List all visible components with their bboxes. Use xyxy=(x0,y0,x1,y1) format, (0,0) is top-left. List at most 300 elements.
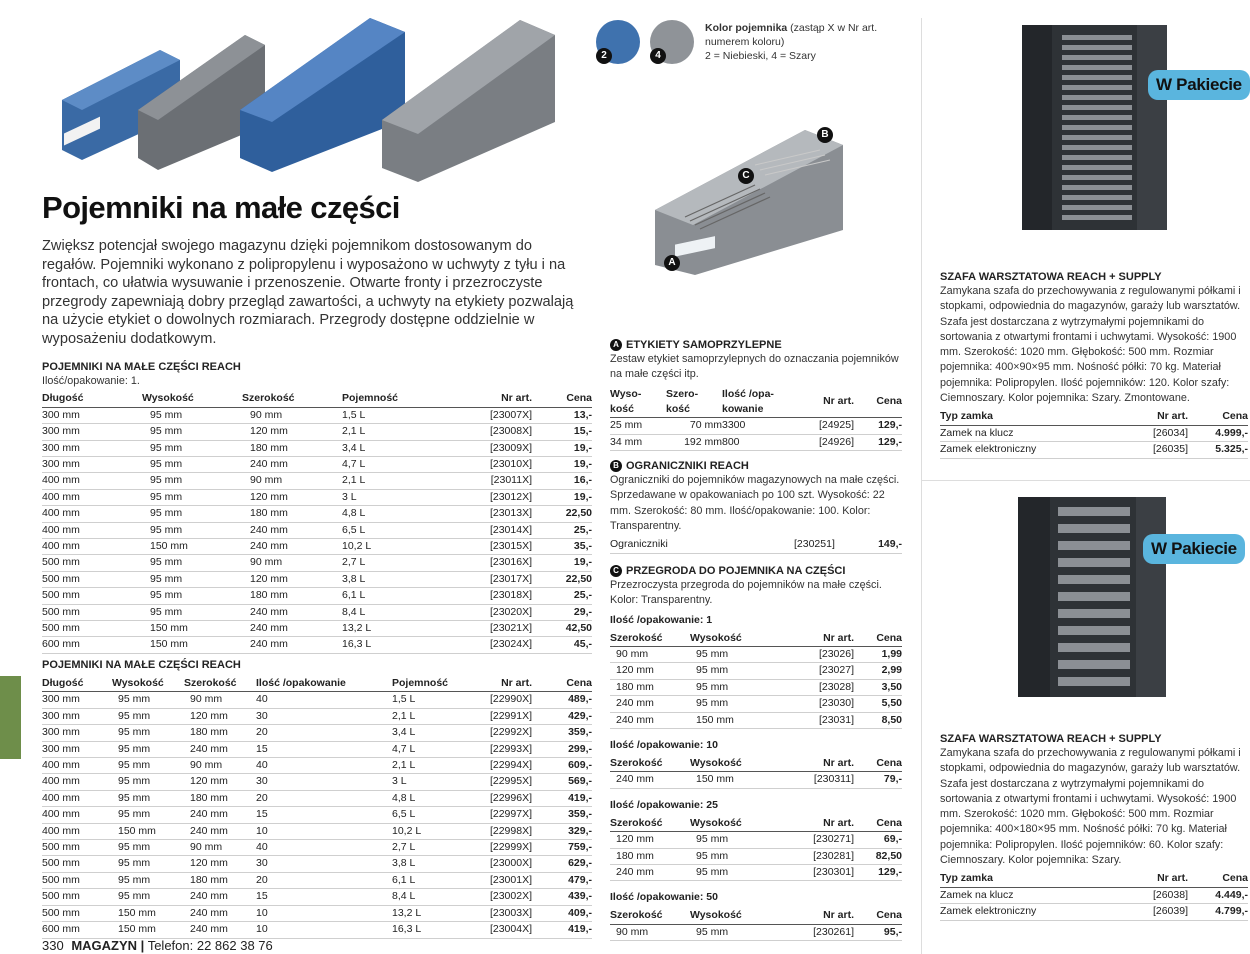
table-cell: 240 mm xyxy=(610,712,690,728)
table-row xyxy=(610,418,902,434)
table-cell: 15 xyxy=(256,741,392,757)
table-cell: [23014X] xyxy=(452,522,532,538)
table-cell: 409,- xyxy=(532,905,592,921)
table-row xyxy=(42,692,592,708)
table-cell: 400 mm xyxy=(42,473,142,489)
column-divider xyxy=(921,18,922,954)
dividers-table xyxy=(610,908,902,941)
table-cell: [26039] xyxy=(1120,904,1188,920)
table-cell: 90 mm xyxy=(242,555,342,571)
column-header: Szerokość xyxy=(610,631,690,647)
table-cell: 35,- xyxy=(532,538,592,554)
table-cell: 120 mm xyxy=(610,663,690,679)
table-cell: 300 mm xyxy=(42,407,142,423)
table-cell: 4,7 L xyxy=(342,456,452,472)
table-cell: 10 xyxy=(256,905,392,921)
table-row xyxy=(940,887,1248,903)
table-cell: [22999X] xyxy=(462,840,532,856)
column-header: Nr art. xyxy=(794,816,854,832)
table-cell: 500 mm xyxy=(42,872,112,888)
table-cell: 15 xyxy=(256,807,392,823)
table-cell: [230261] xyxy=(794,924,854,940)
table-cell: 19,- xyxy=(532,440,592,456)
table-cell: 95 mm xyxy=(142,456,242,472)
column-header: Typ zamka xyxy=(940,409,1120,425)
table-cell: 95 mm xyxy=(112,774,184,790)
table-cell: 300 mm xyxy=(42,725,112,741)
table-cell: [23007X] xyxy=(452,407,532,423)
table-cell: 4,8 L xyxy=(342,506,452,522)
table-cell: 45,- xyxy=(532,637,592,653)
table-cell: [23002X] xyxy=(462,889,532,905)
column-header: Wysokość xyxy=(690,816,794,832)
table-cell: 95 mm xyxy=(112,758,184,774)
letter-b-marker: B xyxy=(817,127,833,143)
table-cell: [23003X] xyxy=(462,905,532,921)
table-row xyxy=(42,807,592,823)
table-cell: [23010X] xyxy=(452,456,532,472)
table-cell: 150 mm xyxy=(690,712,794,728)
table-cell: [23001X] xyxy=(462,872,532,888)
table-cell: 400 mm xyxy=(42,489,142,505)
table-cell: 8,4 L xyxy=(342,604,452,620)
table-cell: 500 mm xyxy=(42,620,142,636)
table-cell: [23000X] xyxy=(462,856,532,872)
table-cell: [230271] xyxy=(794,832,854,848)
table-cell: 240 mm xyxy=(184,905,256,921)
table-cell: 40 xyxy=(256,692,392,708)
column-header: Nr art. xyxy=(452,391,532,407)
table-cell: 1,5 L xyxy=(342,407,452,423)
table-cell: 25,- xyxy=(532,522,592,538)
table-row xyxy=(42,741,592,757)
table-cell: [23008X] xyxy=(452,424,532,440)
table-cell: 240 mm xyxy=(242,637,342,653)
table-cell: 95 mm xyxy=(690,679,794,695)
table-cell: [23028] xyxy=(794,679,854,695)
table-cell: 95 mm xyxy=(690,848,794,864)
cabinet1-heading: SZAFA WARSZTATOWA REACH + SUPPLY xyxy=(940,271,1162,283)
table-cell: 95 mm xyxy=(112,872,184,888)
table-cell: 13,2 L xyxy=(342,620,452,636)
table-row xyxy=(42,538,592,554)
table-cell: 129,- xyxy=(854,865,902,881)
table-cell: 10 xyxy=(256,922,392,938)
table-cell: 3,4 L xyxy=(392,725,462,741)
table-cell: 180 mm xyxy=(184,725,256,741)
table-cell: [22997X] xyxy=(462,807,532,823)
table-cell: 20 xyxy=(256,872,392,888)
table-cell: 500 mm xyxy=(42,905,112,921)
table-cell: 240 mm xyxy=(242,604,342,620)
table-cell: 489,- xyxy=(532,692,592,708)
color-note: Kolor pojemnika (zastąp X w Nr art. numerem koloru) 2 = Niebieski, 4 = Szary xyxy=(705,22,878,62)
table-cell: [23020X] xyxy=(452,604,532,620)
table-cell: 240 mm xyxy=(184,889,256,905)
table-cell: 500 mm xyxy=(42,555,142,571)
column-header: Wysokość xyxy=(112,676,184,692)
table-cell: [26034] xyxy=(1120,425,1188,441)
table-cell: 6,1 L xyxy=(342,588,452,604)
table-cell: 30 xyxy=(256,856,392,872)
table-cell: 6,1 L xyxy=(392,872,462,888)
table-cell: [23024X] xyxy=(452,637,532,653)
table-cell: 120 mm xyxy=(184,856,256,872)
column-header: Długość xyxy=(42,676,112,692)
cabinet1-pakiet-badge: W Pakiecie xyxy=(1148,70,1250,100)
table-cell: [22996X] xyxy=(462,790,532,806)
table-cell: 5,50 xyxy=(854,696,902,712)
limiters-heading: B OGRANICZNIKI REACH xyxy=(610,459,902,473)
letter-c-marker: C xyxy=(738,168,754,184)
page-title: Pojemniki na małe części xyxy=(42,190,400,225)
table-cell: [23026] xyxy=(794,647,854,663)
table-cell: 95 mm xyxy=(142,489,242,505)
column-header: Wyso- kość xyxy=(610,387,666,418)
table-row xyxy=(42,905,592,921)
column-header: Cena xyxy=(854,631,902,647)
table-cell: [22998X] xyxy=(462,823,532,839)
column-header: Wysokość xyxy=(142,391,242,407)
table-cell: 240 mm xyxy=(242,522,342,538)
table-row xyxy=(610,663,902,679)
table-row xyxy=(42,725,592,741)
cabinet2-table xyxy=(940,871,1248,920)
column-header: Nr art. xyxy=(1120,871,1188,887)
table-cell: 25,- xyxy=(532,588,592,604)
column-header: Pojemność xyxy=(342,391,452,407)
table-cell: 95 mm xyxy=(690,663,794,679)
table-row xyxy=(42,588,592,604)
table-row xyxy=(42,440,592,456)
table-row xyxy=(42,473,592,489)
table-cell: 150 mm xyxy=(142,620,242,636)
swatch-1-number: 2 xyxy=(596,48,612,64)
table-cell: [23004X] xyxy=(462,922,532,938)
table-cell: 90 mm xyxy=(610,647,690,663)
table-cell: 400 mm xyxy=(42,807,112,823)
table-cell: 40 xyxy=(256,758,392,774)
table1-heading: POJEMNIKI NA MAŁE CZĘŚCI REACH xyxy=(42,361,241,373)
table-cell: 2,1 L xyxy=(342,473,452,489)
table-cell: 569,- xyxy=(532,774,592,790)
table-cell: 95 mm xyxy=(112,790,184,806)
table-cell: 13,- xyxy=(532,407,592,423)
table-cell: 95 mm xyxy=(690,696,794,712)
table-cell: 3,8 L xyxy=(342,571,452,587)
table-cell: 500 mm xyxy=(42,889,112,905)
table-cell: 4.799,- xyxy=(1188,904,1248,920)
table-row xyxy=(610,712,902,728)
column-header: Wysokość xyxy=(690,756,794,772)
table-cell: 95,- xyxy=(854,924,902,940)
table-cell: 95 mm xyxy=(690,647,794,663)
table-cell: 240 mm xyxy=(184,807,256,823)
column-header: Cena xyxy=(854,816,902,832)
table-cell: 16,3 L xyxy=(392,922,462,938)
table-cell: 479,- xyxy=(532,872,592,888)
table-cell: 600 mm xyxy=(42,922,112,938)
table-cell: 240 mm xyxy=(242,456,342,472)
bins-table-bulk xyxy=(42,676,592,939)
table-row xyxy=(42,571,592,587)
column-header: Szerokość xyxy=(610,816,690,832)
table-cell: [22994X] xyxy=(462,758,532,774)
table-cell: 180 mm xyxy=(610,679,690,695)
table-cell: 359,- xyxy=(532,807,592,823)
table-cell: 8,4 L xyxy=(392,889,462,905)
table-cell: [22993X] xyxy=(462,741,532,757)
table-row xyxy=(42,555,592,571)
table-cell: 150 mm xyxy=(142,538,242,554)
table-cell: 120 mm xyxy=(242,489,342,505)
column-header: Cena xyxy=(532,676,592,692)
table-row xyxy=(42,758,592,774)
table-cell: 500 mm xyxy=(42,856,112,872)
swatch-2-number: 4 xyxy=(650,48,666,64)
table-cell: [23030] xyxy=(794,696,854,712)
table-cell: 329,- xyxy=(532,823,592,839)
table-row xyxy=(42,889,592,905)
table-cell: 95 mm xyxy=(112,725,184,741)
dividers-qty-label: Ilość /opakowanie: 1 xyxy=(610,613,713,626)
table-cell: 240 mm xyxy=(184,823,256,839)
cabinet2-image xyxy=(1018,497,1166,697)
table-cell: 3,4 L xyxy=(342,440,452,456)
table-cell: 180 mm xyxy=(610,848,690,864)
table-cell: 25 mm xyxy=(610,418,666,434)
bins-product-image xyxy=(50,10,570,185)
table-cell: 69,- xyxy=(854,832,902,848)
table-cell: 16,3 L xyxy=(342,637,452,653)
table-cell: 4,7 L xyxy=(392,741,462,757)
table-row xyxy=(610,832,902,848)
limiters-desc: Ograniczniki do pojemników magazynowych na małe części. Sprzedawane w opakowaniach po 100 szt. Wysokość: 22 mm. Szerokość: 80 mm. Ilość/opakowanie: 100. Kolor: Transparentny. xyxy=(610,474,900,532)
table-cell: 120 mm xyxy=(184,774,256,790)
table-cell: 5.325,- xyxy=(1188,442,1248,458)
table-cell: 95 mm xyxy=(112,840,184,856)
table-cell: 500 mm xyxy=(42,840,112,856)
table-cell: 34 mm xyxy=(610,434,666,450)
table-cell: 2,1 L xyxy=(392,708,462,724)
table-cell: [26035] xyxy=(1120,442,1188,458)
column-header: Cena xyxy=(854,387,902,418)
table-cell: Zamek na klucz xyxy=(940,425,1120,441)
footer-phone: Telefon: 22 862 38 76 xyxy=(147,938,273,953)
column-header: Nr art. xyxy=(794,631,854,647)
table-cell: Zamek elektroniczny xyxy=(940,442,1120,458)
section-divider xyxy=(922,480,1250,481)
table-cell: 95 mm xyxy=(690,832,794,848)
table-cell: 300 mm xyxy=(42,440,142,456)
table1-qty: Ilość/opakowanie: 1. xyxy=(42,375,140,387)
table-cell: [22990X] xyxy=(462,692,532,708)
table-cell: 150 mm xyxy=(142,637,242,653)
column-header: Szerokość xyxy=(242,391,342,407)
dividers-desc: Przezroczysta przegroda do pojemników na małe części. Kolor: Transparentny. xyxy=(610,579,882,607)
table-cell: 1,99 xyxy=(854,647,902,663)
table-cell: Zamek na klucz xyxy=(940,887,1120,903)
column-header: Typ zamka xyxy=(940,871,1120,887)
table-cell: 95 mm xyxy=(142,571,242,587)
table-cell: 300 mm xyxy=(42,692,112,708)
table-row xyxy=(610,434,902,450)
table-row xyxy=(940,425,1248,441)
table-cell: 95 mm xyxy=(112,856,184,872)
table-cell: 95 mm xyxy=(142,440,242,456)
table-cell: 129,- xyxy=(854,434,902,450)
table-cell: [23021X] xyxy=(452,620,532,636)
table-cell: 95 mm xyxy=(690,924,794,940)
table-cell: 6,5 L xyxy=(392,807,462,823)
table-row xyxy=(42,407,592,423)
table-cell: 95 mm xyxy=(112,692,184,708)
table-row xyxy=(610,679,902,695)
table-cell: 400 mm xyxy=(42,538,142,554)
table-cell: 120 mm xyxy=(184,708,256,724)
cabinet2-pakiet-badge: W Pakiecie xyxy=(1143,534,1245,564)
letter-a-marker: A xyxy=(664,255,680,271)
table-cell: 20 xyxy=(256,725,392,741)
dividers-heading: C PRZEGRODA DO POJEMNIKA NA CZĘŚCI xyxy=(610,564,902,578)
table-cell: 4.999,- xyxy=(1188,425,1248,441)
table-cell: 500 mm xyxy=(42,571,142,587)
table-cell: 90 mm xyxy=(184,758,256,774)
table-cell: 95 mm xyxy=(142,555,242,571)
table-cell: [23027] xyxy=(794,663,854,679)
table-row xyxy=(42,522,592,538)
table-cell: 419,- xyxy=(532,790,592,806)
table-cell: 95 mm xyxy=(112,807,184,823)
table-cell: 3,8 L xyxy=(392,856,462,872)
table-cell: 439,- xyxy=(532,889,592,905)
table-row xyxy=(940,904,1248,920)
column-header: Wysokość xyxy=(690,631,794,647)
table-cell: 95 mm xyxy=(142,424,242,440)
table-cell: [24925] xyxy=(794,418,854,434)
table-cell: 240 mm xyxy=(184,922,256,938)
table-cell: 400 mm xyxy=(42,506,142,522)
table-cell: 240 mm xyxy=(610,772,690,788)
column-header: Ilość /opa- kowanie xyxy=(722,387,794,418)
column-header: Długość xyxy=(42,391,142,407)
table-cell: 22,50 xyxy=(532,571,592,587)
table-cell: [26038] xyxy=(1120,887,1188,903)
table-row xyxy=(610,848,902,864)
table-cell: 150 mm xyxy=(690,772,794,788)
table-cell: [23017X] xyxy=(452,571,532,587)
column-header: Cena xyxy=(854,756,902,772)
table-cell: 4.449,- xyxy=(1188,887,1248,903)
table-cell: 500 mm xyxy=(42,604,142,620)
table-cell: 95 mm xyxy=(690,865,794,881)
table-cell: 8,50 xyxy=(854,712,902,728)
table-cell: 90 mm xyxy=(184,840,256,856)
table-row xyxy=(42,856,592,872)
table-cell: 300 mm xyxy=(42,424,142,440)
table-cell: 600 mm xyxy=(42,637,142,653)
table-cell: 800 xyxy=(722,434,794,450)
table-cell: 29,- xyxy=(532,604,592,620)
table-cell: 10,2 L xyxy=(342,538,452,554)
table-cell: 192 mm xyxy=(666,434,722,450)
table-cell: 180 mm xyxy=(242,588,342,604)
cabinet1-desc: Zamykana szafa do przechowywania z regulowanymi półkami i stopkami, odpowiednia do magazynów, garaży lub warsztatów. Szafa jest dostarczana z wytrzymałymi pojemnikami do sortowania z otwartymi frontami i uchwytami. Wysokość: 1900 mm. Szerokość: 1020 mm. Głębokość: 500 mm. Rozmiar pojemnika: 400×90×95 mm. Nośność półki: 70 kg. Materiał pojemnika: Polipropylen. Ilość pojemników: 120. Kolor szafy: Ciemnoszary. Kolor pojemnika: Szary. Zmontowane. xyxy=(940,285,1241,405)
table-cell: 3,50 xyxy=(854,679,902,695)
column-header: Cena xyxy=(532,391,592,407)
table-cell: 400 mm xyxy=(42,790,112,806)
column-header: Cena xyxy=(1188,409,1248,425)
table-cell: [23012X] xyxy=(452,489,532,505)
column-header: Pojemność xyxy=(392,676,462,692)
table-cell: [230281] xyxy=(794,848,854,864)
dividers-table xyxy=(610,756,902,789)
table-cell: [23013X] xyxy=(452,506,532,522)
column-header: Szerokość xyxy=(610,908,690,924)
table-cell: 300 mm xyxy=(42,741,112,757)
table-cell: 180 mm xyxy=(184,790,256,806)
column-header: Nr art. xyxy=(1120,409,1188,425)
table-cell: 42,50 xyxy=(532,620,592,636)
table-cell: 400 mm xyxy=(42,823,112,839)
table-cell: 90 mm xyxy=(184,692,256,708)
table-cell: 90 mm xyxy=(242,473,342,489)
dividers-qty-label: Ilość /opakowanie: 25 xyxy=(610,798,718,811)
table-cell: 90 mm xyxy=(242,407,342,423)
table-cell: 400 mm xyxy=(42,758,112,774)
table-cell: 95 mm xyxy=(142,522,242,538)
table-cell: 150 mm xyxy=(112,905,184,921)
table-row xyxy=(610,647,902,663)
table2-heading: POJEMNIKI NA MAŁE CZĘŚCI REACH xyxy=(42,659,241,671)
limiters-row: Ograniczniki [230251] 149,- xyxy=(610,537,902,553)
cabinet2-heading: SZAFA WARSZTATOWA REACH + SUPPLY xyxy=(940,733,1162,745)
table-cell: [24926] xyxy=(794,434,854,450)
table-cell: 95 mm xyxy=(142,506,242,522)
table-row xyxy=(42,637,592,653)
table-cell: 759,- xyxy=(532,840,592,856)
table-cell: [230311] xyxy=(794,772,854,788)
table-cell: 95 mm xyxy=(142,604,242,620)
table-cell: 180 mm xyxy=(242,440,342,456)
bins-table-single xyxy=(42,391,592,654)
table-cell: 240 mm xyxy=(184,741,256,757)
table-row xyxy=(42,774,592,790)
table-cell: 22,50 xyxy=(532,506,592,522)
table-cell: [23011X] xyxy=(452,473,532,489)
table-cell: 2,1 L xyxy=(392,758,462,774)
table-cell: 3 L xyxy=(342,489,452,505)
table-cell: 419,- xyxy=(532,922,592,938)
table-cell: 40 xyxy=(256,840,392,856)
column-header: Szerokość xyxy=(184,676,256,692)
table-cell: Zamek elektroniczny xyxy=(940,904,1120,920)
column-header: Szero- kość xyxy=(666,387,722,418)
table-cell: [22991X] xyxy=(462,708,532,724)
intro-text: Zwiększ potencjał swojego magazynu dzięki pojemnikom dostosowanym do regałów. Pojemniki wykonano z polipropylenu i wyposażono w uchwyty z tyłu i na frontach, co ułatwia wysuwanie i przenoszenie. Otwarte fronty i przezroczyste przegrody zapewniają dobry przegląd zawartości, a uchwyty na etykiety pozwalają na użycie etykiet o dowolnych rozmiarach. Przegrody dostępne oddzielnie w wyposażeniu dodatkowym. xyxy=(42,238,574,347)
table-row xyxy=(610,865,902,881)
table-cell: 95 mm xyxy=(112,741,184,757)
table-cell: [23018X] xyxy=(452,588,532,604)
table-cell: 3300 xyxy=(722,418,794,434)
table-cell: 82,50 xyxy=(854,848,902,864)
column-header: Nr art. xyxy=(794,756,854,772)
table-cell: 2,1 L xyxy=(342,424,452,440)
table-cell: 13,2 L xyxy=(392,905,462,921)
cabinet2-desc: Zamykana szafa do przechowywania z regulowanymi półkami i stopkami, odpowiednia do magazynów, garaży lub warsztatów. Szafa jest dostarczana z wytrzymałymi pojemnikami do sortowania z otwartymi frontami i uchwytami. Wysokość: 1900 mm. Szerokość: 1020 mm. Głębokość: 500 mm. Rozmiar pojemnika: 400×180×95 mm. Nośność półki: 70 kg. Materiał pojemnika: Polipropylen. Ilość pojemników: 60. Kolor szafy: Ciemnoszary. Kolor pojemnika: Szary. xyxy=(940,747,1241,867)
table-cell: 150 mm xyxy=(112,922,184,938)
table-row xyxy=(42,823,592,839)
